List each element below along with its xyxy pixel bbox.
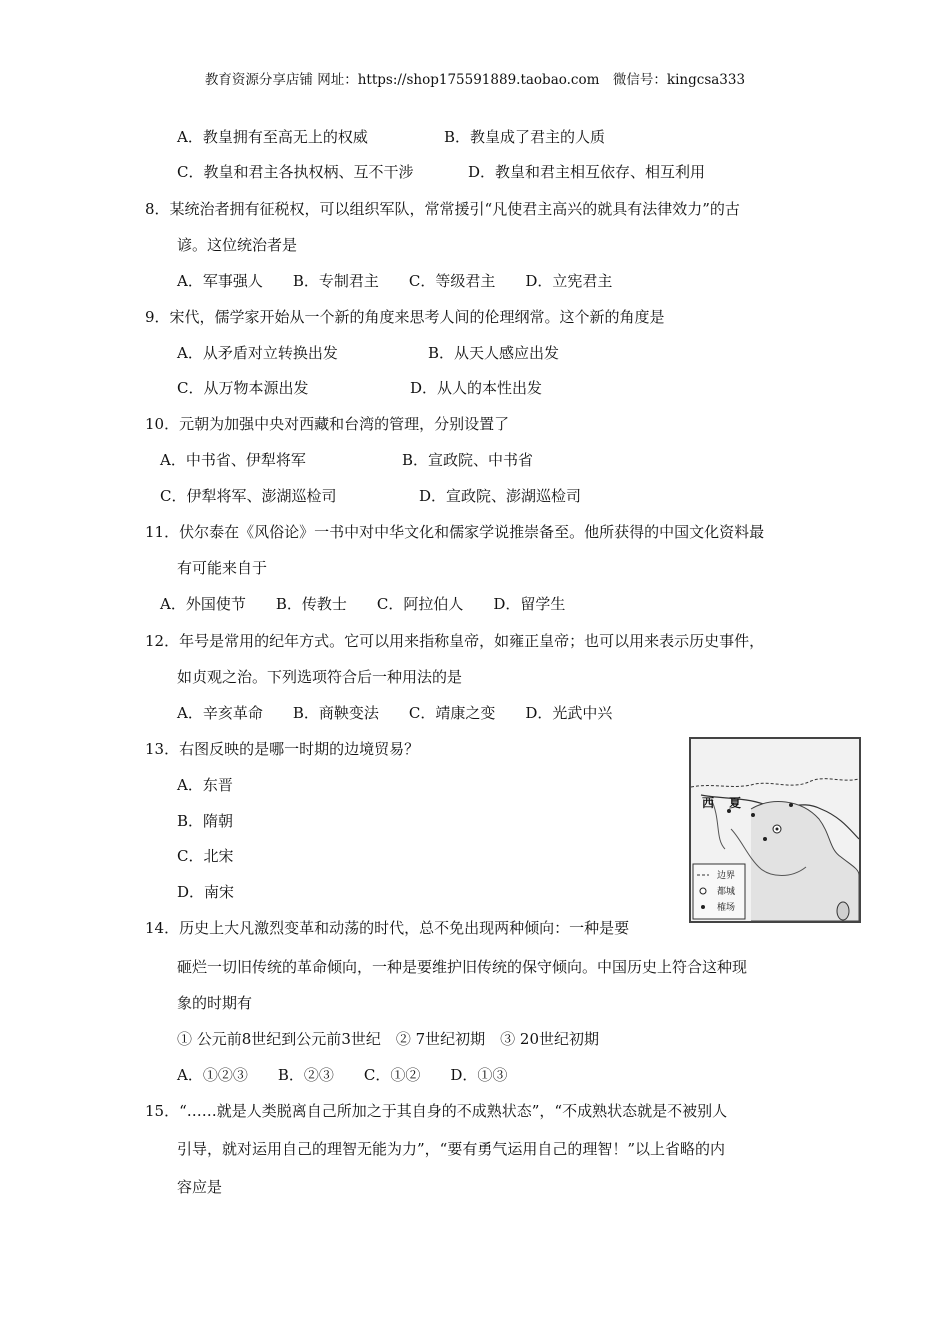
- q14-stem: 14．历史上大凡激烈变革和动荡的时代，总不免出现两种倾向：一种是要: [145, 919, 630, 937]
- page-header: 教育资源分享店铺 网址：https://shop175591889.taobao.com 微信号：kingcsa333: [204, 72, 746, 88]
- map-label-xi: 西: [702, 796, 715, 810]
- q14-stem-cont-1: 砸烂一切旧传统的革命倾向，一种是要维护旧传统的保守倾向。中国历史上符合这种现: [177, 958, 748, 976]
- q15-stem-cont-1: 引导，就对运用自己的理智无能为力”，“要有勇气运用自己的理智！”以上省略的内: [177, 1140, 726, 1158]
- q8-stem-cont: 谚。这位统治者是: [177, 236, 298, 254]
- q9-option-c: C．从万物本源出发: [177, 379, 309, 397]
- q9-option-a: A．从矛盾对立转换出发: [177, 344, 338, 362]
- q7-option-a: A．教皇拥有至高无上的权威: [177, 128, 368, 146]
- legend-market-label: 榷场: [717, 903, 736, 913]
- q8-options: A．军事强人 B．专制君主 C．等级君主 D．立宪君主: [177, 272, 613, 290]
- q11-stem-cont: 有可能来自于: [177, 559, 268, 577]
- q11-stem: 11．伏尔泰在《风俗论》一书中对中华文化和儒家学说推崇备至。他所获得的中国文化资料最: [145, 523, 765, 541]
- q12-stem-cont: 如贞观之治。下列选项符合后一种用法的是: [177, 668, 463, 686]
- q10-option-d: D．宣政院、澎湖巡检司: [419, 487, 582, 505]
- q15-stem-cont-2: 容应是: [177, 1178, 223, 1196]
- q12-options: A．辛亥革命 B．商鞅变法 C．靖康之变 D．光武中兴: [177, 704, 613, 722]
- q14-options: A．①②③ B．②③ C．①② D．①③: [177, 1066, 508, 1084]
- q14-stem-cont-2: 象的时期有: [177, 994, 253, 1012]
- q11-options: A．外国使节 B．传教士 C．阿拉伯人 D．留学生: [160, 595, 566, 613]
- q13-map-image: [689, 737, 861, 923]
- q7-option-b: B．教皇成了君主的人质: [444, 128, 606, 146]
- q9-option-d: D．从人的本性出发: [410, 379, 543, 397]
- legend-capital-label: 都城: [717, 887, 736, 897]
- q10-option-a: A．中书省、伊犁将军: [160, 451, 306, 469]
- q10-option-b: B．宣政院、中书省: [402, 451, 534, 469]
- q7-option-c: C．教皇和君主各执权柄、互不干涉: [177, 163, 414, 181]
- q13-option-b: B．隋朝: [177, 812, 234, 830]
- map-label-xia: 夏: [729, 796, 742, 810]
- q13-option-a: A．东晋: [177, 776, 233, 794]
- q13-option-d: D．南宋: [177, 883, 235, 901]
- q8-stem: 8．某统治者拥有征税权，可以组织军队，常常援引“凡使君主高兴的就具有法律效力”的古: [145, 200, 740, 218]
- q10-option-c: C．伊犁将军、澎湖巡检司: [160, 487, 337, 505]
- q7-option-d: D．教皇和君主相互依存、相互利用: [468, 163, 706, 181]
- q9-stem: 9．宋代，儒学家开始从一个新的角度来思考人间的伦理纲常。这个新的角度是: [145, 308, 665, 326]
- legend-border-label: 边界: [717, 871, 736, 881]
- q14-items: ① 公元前8世纪到公元前3世纪 ② 7世纪初期 ③ 20世纪初期: [177, 1030, 600, 1048]
- q9-option-b: B．从天人感应出发: [428, 344, 560, 362]
- q10-stem: 10．元朝为加强中央对西藏和台湾的管理，分别设置了: [145, 415, 510, 433]
- q13-option-c: C．北宋: [177, 847, 234, 865]
- q15-stem: 15．“……就是人类脱离自己所加之于其自身的不成熟状态”，“不成熟状态就是不被别人: [145, 1102, 728, 1120]
- q12-stem: 12．年号是常用的纪年方式。它可以用来指称皇帝，如雍正皇帝；也可以用来表示历史事件，: [145, 632, 765, 650]
- q13-stem: 13．右图反映的是哪一时期的边境贸易？: [145, 740, 420, 758]
